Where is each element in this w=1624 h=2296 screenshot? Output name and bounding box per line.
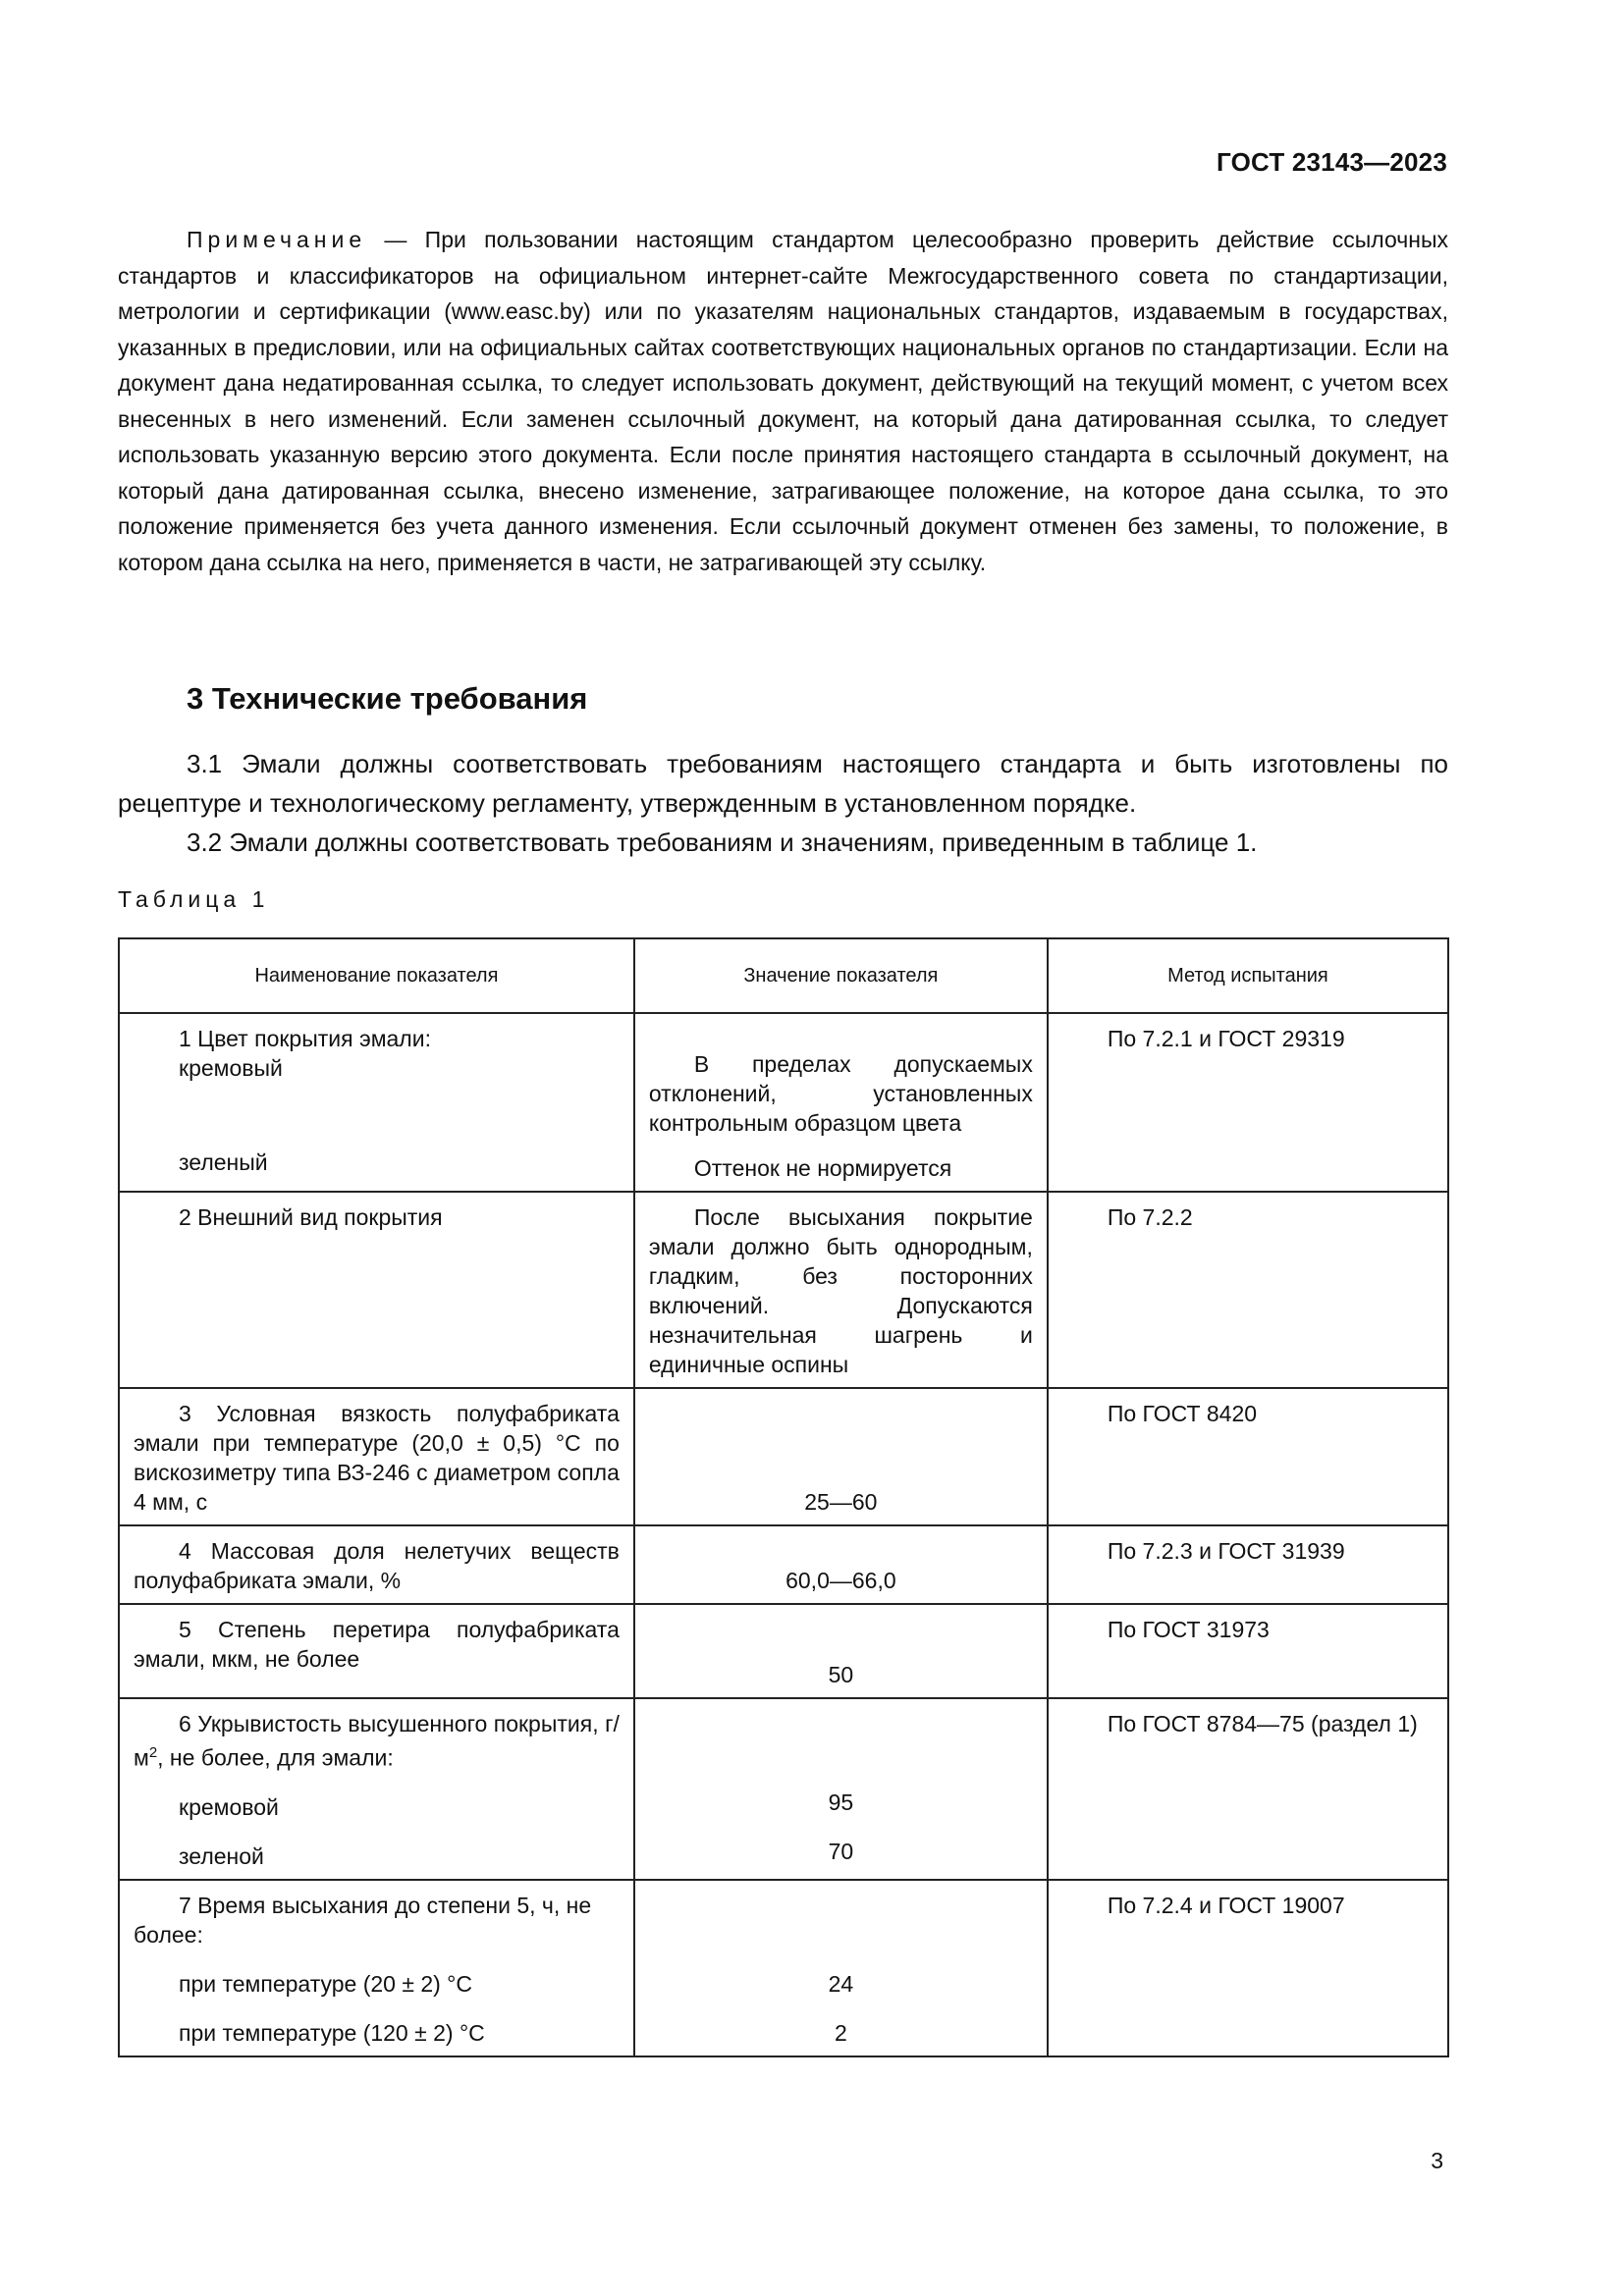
test-method: По ГОСТ 8420 — [1107, 1401, 1258, 1426]
indicator-cell — [119, 1880, 634, 2056]
indicator-cell — [119, 1388, 634, 1525]
indicator-name: 5 Степень перетира полуфабриката эмали, мкм, не более — [134, 1617, 620, 1672]
test-method: По ГОСТ 31973 — [1107, 1617, 1270, 1642]
table-row — [119, 1698, 1448, 1880]
method-cell — [1048, 1604, 1448, 1698]
indicator-value: 60,0—66,0 — [785, 1568, 896, 1593]
test-method: По 7.2.2 — [1107, 1204, 1193, 1230]
indicator-value: 50 — [828, 1662, 854, 1687]
indicator-subitem: зеленой — [179, 1842, 264, 1869]
requirements-table — [118, 937, 1449, 2057]
indicator-name: 4 Массовая доля нелетучих веществ полуфабриката эмали, % — [134, 1538, 620, 1593]
indicator-value: 25—60 — [804, 1489, 878, 1515]
value-cell — [634, 1880, 1048, 2056]
indicator-subitem: при температуре (20 ± 2) °С — [179, 1970, 472, 1997]
indicator-value: 24 — [828, 1970, 854, 1997]
indicator-cell — [119, 1525, 634, 1604]
indicator-subitem: зеленый — [179, 1149, 268, 1175]
table-row — [119, 1525, 1448, 1604]
note-text: — При пользовании настоящим стандартом целесообразно проверить действие ссылочных стандартов и классификаторов на официальном интернет-сайте Межгосударственного совета по стандартизации, метрологии и сертификации (www.easc.by) или по указателям национальных стандартов, издаваемым в государствах, указанных в предисловии, или на официальных сайтах соответствующих национальных органов по стандартизации. Если на документ дана недатированная ссылка, то следует использовать документ, действующий на текущий момент, с учетом всех внесенных в него изменений. Если заменен ссылочный документ, на который дана датированная ссылка, то следует использовать указанную версию этого документа. Если после принятия настоящего стандарта в ссылочный документ, на который дана датированная ссылка, внесено изменение, затрагивающее положение, на которое дана ссылка, то это положение применяется без учета данного изменения. Если ссылочный документ отменен без замены, то положение, в котором дана ссылка на него, применяется в части, не затрагивающей эту ссылку. — [118, 227, 1448, 575]
test-method: По 7.2.1 и ГОСТ 29319 — [1107, 1026, 1345, 1051]
column-header-value: Значение показателя — [634, 938, 1048, 1013]
indicator-cell — [119, 1698, 634, 1880]
indicator-value: В пределах допускаемых отклонений, установленных контрольным образцом цвета — [648, 1051, 1033, 1136]
note-paragraph — [118, 222, 1448, 580]
value-cell — [634, 1192, 1048, 1388]
indicator-value: 70 — [828, 1839, 854, 1864]
indicator-value: 2 — [834, 2019, 847, 2046]
value-cell — [634, 1604, 1048, 1698]
value-cell — [634, 1525, 1048, 1604]
method-cell — [1048, 1013, 1448, 1192]
method-cell — [1048, 1880, 1448, 2056]
indicator-value: Оттенок не нормируется — [693, 1155, 952, 1181]
value-cell — [634, 1698, 1048, 1880]
table-header-row — [119, 938, 1448, 1013]
table-caption: Таблица 1 — [118, 886, 270, 912]
test-method: По 7.2.4 и ГОСТ 19007 — [1107, 1892, 1345, 1918]
paragraph-3-2: 3.2 Эмали должны соответствовать требованиям и значениям, приведенным в таблице 1. — [187, 828, 1258, 857]
method-cell — [1048, 1525, 1448, 1604]
indicator-name: 3 Условная вязкость полуфабриката эмали при температуре (20,0 ± 0,5) °С по вискозиметру типа ВЗ-246 с диаметром сопла 4 мм, с — [134, 1401, 620, 1515]
indicator-name: 6 Укрывистость высушенного покрытия, $г/м^2$, не более, для эмали: — [134, 1711, 620, 1771]
indicator-name: 1 Цвет покрытия эмали: — [179, 1026, 431, 1051]
indicator-subitem: при температуре (120 ± 2) °С — [179, 2019, 485, 2046]
test-method: По ГОСТ 8784—75 (раздел 1) — [1107, 1711, 1418, 1736]
table-row — [119, 1013, 1448, 1192]
method-cell — [1048, 1192, 1448, 1388]
method-cell — [1048, 1698, 1448, 1880]
indicator-subitem: кремовый — [179, 1055, 283, 1081]
table-row — [119, 1880, 1448, 2056]
table-row — [119, 1388, 1448, 1525]
indicator-name: 2 Внешний вид покрытия — [179, 1204, 443, 1230]
table-row — [119, 1604, 1448, 1698]
indicator-cell — [119, 1192, 634, 1388]
page-number: 3 — [1431, 2148, 1443, 2173]
indicator-name: 7 Время высыхания до степени 5, ч, не более: — [134, 1892, 592, 1948]
value-cell — [634, 1013, 1048, 1192]
indicator-cell — [119, 1604, 634, 1698]
note-label: Примечание — [187, 227, 367, 252]
indicator-value: После высыхания покрытие эмали должно быть однородным, гладким, без посторонних включений. Допускаются незначительная шагрень и единичные оспины — [648, 1204, 1033, 1377]
column-header-name: Наименование показателя — [119, 938, 634, 1013]
indicator-value: 95 — [828, 1789, 854, 1815]
paragraph-3-1: 3.1 Эмали должны соответствовать требованиям настоящего стандарта и быть изготовлены по рецептуре и технологическому регламенту, утвержденным в установленном порядке. — [118, 749, 1448, 818]
method-cell — [1048, 1388, 1448, 1525]
document-code: ГОСТ 23143—2023 — [1217, 147, 1447, 177]
table-row — [119, 1192, 1448, 1388]
indicator-subitem: кремовой — [179, 1793, 279, 1820]
value-cell — [634, 1388, 1048, 1525]
section-title: 3 Технические требования — [187, 681, 588, 716]
column-header-method: Метод испытания — [1048, 938, 1448, 1013]
indicator-cell — [119, 1013, 634, 1192]
test-method: По 7.2.3 и ГОСТ 31939 — [1107, 1538, 1345, 1564]
